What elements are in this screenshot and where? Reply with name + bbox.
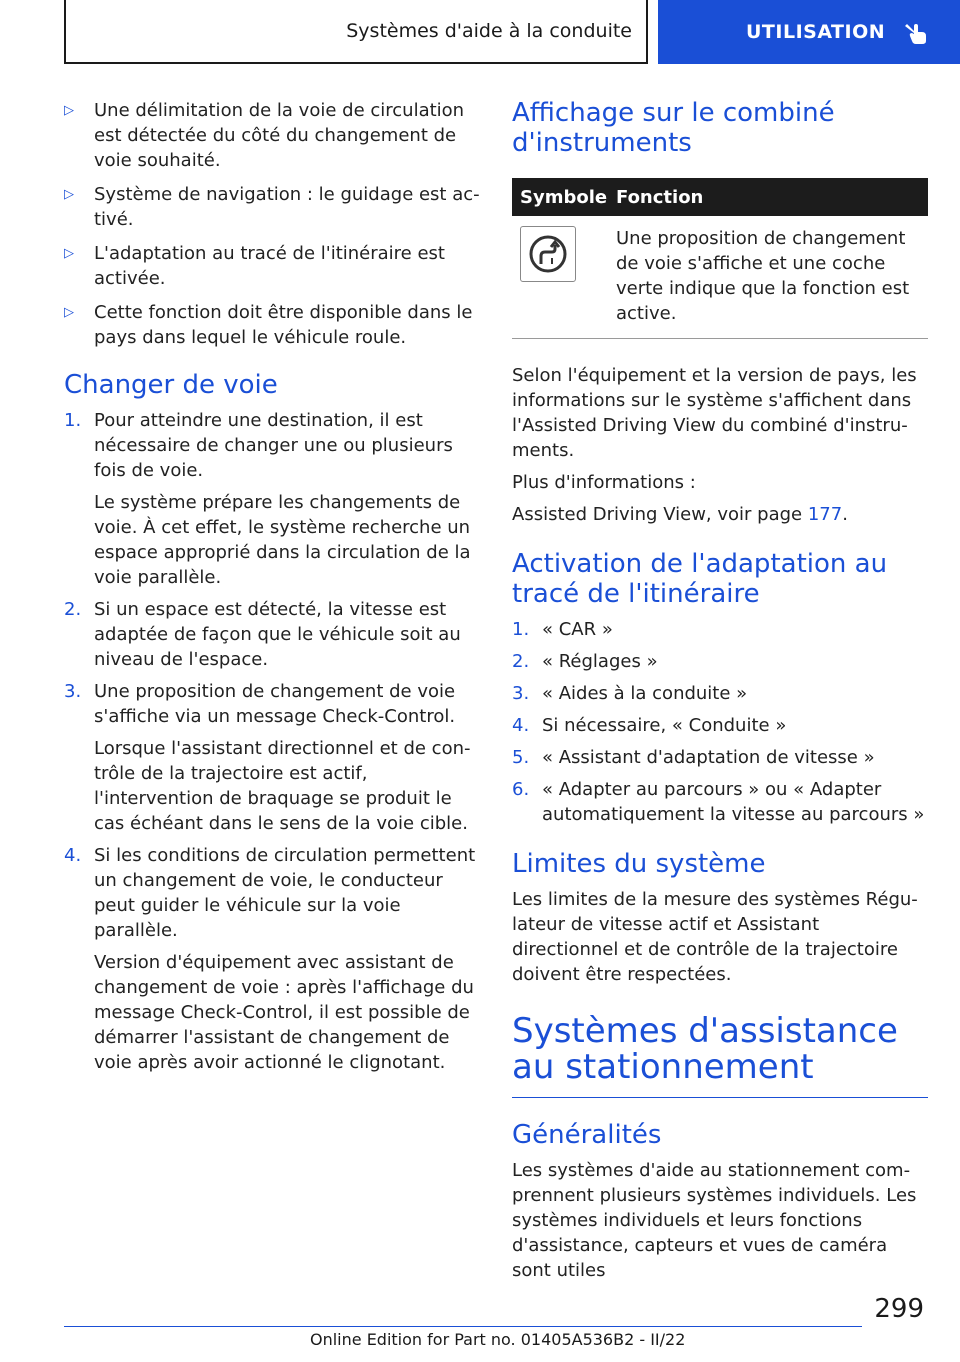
page-ref-prefix: Assisted Driving View, voir page — [512, 504, 808, 525]
page-ref-suffix: . — [842, 504, 848, 525]
bullet-text: Système de navigation : le guidage est activé. — [94, 184, 480, 230]
page-number: 299 — [874, 1294, 924, 1324]
step-text: Si nécessaire, « Conduite » — [542, 715, 787, 736]
bullet-text: Cette fonction doit être disponible dans le pays dans lequel le véhicule roule. — [94, 302, 473, 348]
step-subtext: Lorsque l'assistant directionnel et de contrôle de la trajectoire est actif, l'intervention de braquage se produit le cas échéant dans le sens de la voie cible. — [94, 738, 471, 834]
bullet-item — [64, 98, 482, 173]
heading-activation: Activation de l'adaptation au tracé de l'itinéraire — [512, 549, 888, 609]
header-tab-label: UTILISATION — [746, 21, 886, 43]
step-text: « Assistant d'adaptation de vitesse » — [542, 747, 875, 768]
step-item — [512, 617, 928, 642]
step-number: 1. — [512, 619, 530, 640]
step-item — [512, 713, 928, 738]
heading-generalites: Généralités — [512, 1120, 662, 1150]
step-number: 4. — [64, 845, 82, 866]
step-item — [512, 745, 928, 770]
col-header-symbol: Symbole — [520, 186, 608, 208]
step-item — [64, 408, 482, 590]
step-text: « Aides à la conduite » — [542, 683, 748, 704]
step-text: Une proposition de changement de voie s'affiche via un message Check-Control. — [94, 681, 456, 727]
step-number: 3. — [64, 681, 82, 702]
heading-changer-de-voie: Changer de voie — [64, 370, 278, 400]
triangle-bullet-icon: ▷ — [64, 103, 74, 118]
general-text: Les systèmes d'aide au stationnement comprennent plusieurs systèmes individuels. Les systèmes individuels et leurs fonctions d'assistance, capteurs et vues de caméra sont utiles — [512, 1160, 917, 1281]
step-number: 6. — [512, 779, 530, 800]
step-text: Pour atteindre une destination, il est nécessaire de changer une ou plusieurs fois de voie. — [94, 410, 453, 481]
bullet-item — [64, 241, 482, 291]
step-item — [512, 681, 928, 706]
step-number: 1. — [64, 410, 82, 431]
paragraph-more-info: Plus d'informations : — [512, 472, 696, 493]
step-subtext: Le système prépare les changements de voie. À cet effet, le système recherche un espace approprié dans la circulation de la voie parallèle. — [94, 492, 471, 588]
bullet-item — [64, 300, 482, 350]
step-item — [64, 597, 482, 672]
heading-limites: Limites du système — [512, 849, 766, 879]
step-text: Si un espace est détecté, la vitesse est adaptée de façon que le véhicule soit au niveau de l'espace. — [94, 599, 461, 670]
limits-text: Les limites de la mesure des systèmes Régulateur de vitesse actif et Assistant directionnel et de contrôle de la trajectoire doivent être respectées. — [512, 889, 918, 985]
step-text: « Réglages » — [542, 651, 658, 672]
footer-divider — [64, 1326, 862, 1327]
step-item — [512, 649, 928, 674]
header-section-box — [64, 0, 648, 64]
right-column — [512, 98, 928, 1283]
bullet-text: Une délimitation de la voie de circulation est détectée du côté du changement de voie souhaité. — [94, 100, 465, 171]
step-text: Si les conditions de circulation permettent un changement de voie, le conducteur peut guider le véhicule sur la voie parallèle. — [94, 845, 476, 941]
step-text: « Adapter au parcours » ou « Adapter automatiquement la vitesse au parcours » — [542, 779, 925, 825]
symbol-table — [512, 178, 928, 339]
left-column — [64, 98, 482, 1082]
heading-stationnement: Systèmes d'assistance au stationnement — [512, 1011, 898, 1087]
bullet-text: L'adaptation au tracé de l'itinéraire est activée. — [94, 243, 445, 289]
step-item — [512, 777, 928, 827]
step-item — [64, 679, 482, 836]
header-section-title: Systèmes d'aide à la conduite — [346, 20, 632, 42]
step-number: 2. — [512, 651, 530, 672]
step-text: « CAR » — [542, 619, 613, 640]
table-row — [512, 216, 928, 339]
step-number: 5. — [512, 747, 530, 768]
step-number: 3. — [512, 683, 530, 704]
triangle-bullet-icon: ▷ — [64, 187, 74, 202]
header-tab[interactable] — [658, 0, 960, 64]
triangle-bullet-icon: ▷ — [64, 305, 74, 320]
step-subtext: Version d'équipement avec assistant de changement de voie : après l'affichage du message Check-Control, il est possible de démarrer l'assistant de changement de voie après avoir actionné le clignotant. — [94, 952, 474, 1073]
heading-affichage: Affichage sur le combiné d'instruments — [512, 98, 835, 158]
col-header-function: Fonction — [616, 186, 704, 208]
paragraph-equipment: Selon l'équipement et la version de pays, les informations sur le système s'affichent dans l'Assisted Driving View du combiné d'instruments. — [512, 365, 917, 461]
pointing-hand-icon — [903, 19, 929, 45]
step-item — [64, 843, 482, 1075]
table-cell-function: Une proposition de changement de voie s'affiche et une coche verte indique que la fonction est active. — [616, 228, 910, 324]
table-cell-symbol — [512, 226, 616, 326]
table-header — [512, 178, 928, 216]
bullet-item — [64, 182, 482, 232]
triangle-bullet-icon: ▷ — [64, 246, 74, 261]
step-number: 2. — [64, 599, 82, 620]
section-divider — [512, 1097, 928, 1098]
footer-edition: Online Edition for Part no. 01405A536B2 - II/22 — [310, 1330, 686, 1349]
step-number: 4. — [512, 715, 530, 736]
lane-change-arrow-icon — [520, 226, 576, 282]
page-ref-link[interactable]: 177 — [807, 504, 843, 525]
paragraph-page-ref — [512, 502, 928, 527]
